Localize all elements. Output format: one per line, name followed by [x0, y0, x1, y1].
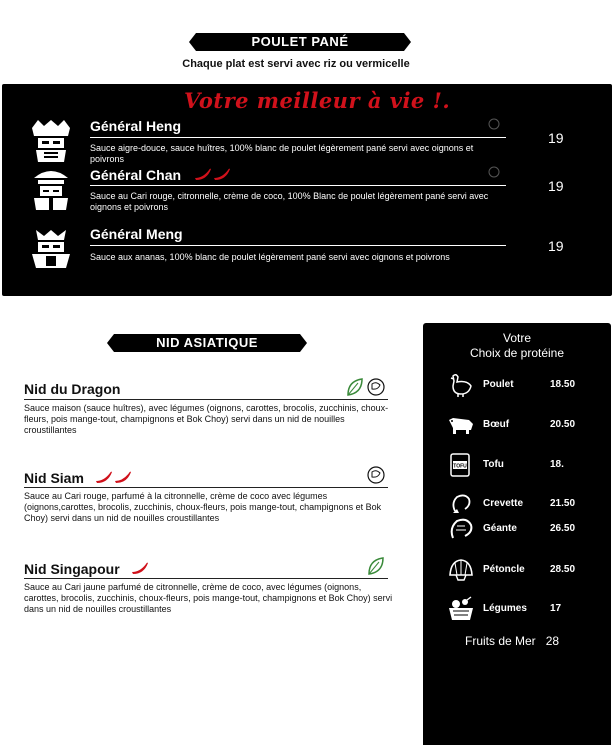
dish-name [90, 166, 233, 183]
dish-price: 19 [548, 178, 564, 194]
item-description: Sauce au Cari jaune parfumé de citronnelle, crème de coco, avec légumes (oignons, carottes, brocolis, zucchinis, choux-fleurs, pois mange-tout, champignons et Bok Choy) servi dans un nid de nouilles croustillantes [24, 582, 393, 614]
protein-row-petoncle [423, 557, 611, 585]
protein-name: Pétoncle [483, 564, 525, 575]
protein-title-line2: Choix de protéine [469, 346, 565, 360]
samurai-helmet-icon [28, 118, 74, 164]
item-name-text: Nid Singapour [24, 561, 120, 577]
dish-divider [90, 185, 506, 186]
item-description: Sauce maison (sauce huîtres), avec légumes (oignons, carottes, brocolis, zucchinis, choux-fleurs, pois mange-tout, champignons et Bok Choy) servi dans un nid de nouilles croustillantes [24, 403, 389, 435]
protein-name: Crevette [483, 498, 524, 509]
chili-pepper-icon [193, 166, 233, 182]
nid-asiatique-banner: NID ASIATIQUE [114, 334, 300, 352]
dish-divider [90, 137, 506, 138]
protein-row-legumes [423, 596, 611, 624]
dish-description: Sauce aux ananas, 100% blanc de poulet légèrement pané servi avec oignons et poivrons [90, 252, 450, 262]
item-name-text: Nid Siam [24, 470, 84, 486]
cow-icon [447, 412, 475, 438]
dish-price: 19 [548, 238, 564, 254]
protein-title-line1: Votre [502, 331, 532, 345]
warrior-hat-icon [28, 166, 74, 212]
item-name [24, 560, 394, 577]
giant-shrimp-icon [447, 516, 475, 542]
allergen-icon [488, 166, 500, 178]
protein-row-geante [423, 516, 611, 544]
fruits-de-mer-price: 28 [545, 634, 560, 648]
poulet-pane-subtitle: Chaque plat est servi avec riz ou vermicelle [182, 58, 410, 70]
protein-row-boeuf [423, 412, 611, 440]
chili-pepper-icon [130, 560, 152, 576]
protein-choice-panel [423, 323, 611, 745]
protein-price: 20.50 [550, 419, 576, 430]
allergen-icon [488, 118, 500, 130]
protein-name: Légumes [483, 603, 527, 614]
fruits-de-mer-name: Fruits de Mer [465, 634, 536, 648]
mech-warrior-icon [28, 226, 74, 272]
vegetable-basket-icon [447, 596, 475, 622]
protein-row-poulet [423, 372, 611, 400]
svg-text:TOFU: TOFU [453, 463, 467, 470]
item-name [24, 469, 394, 486]
vegetarian-leaf-icon [346, 377, 386, 397]
protein-name: Poulet [483, 379, 514, 390]
item-divider [24, 487, 388, 488]
protein-price: 28.50 [550, 564, 576, 575]
protein-price: 18.50 [550, 379, 576, 390]
protein-name: Géante [483, 523, 517, 534]
fruits-de-mer-row [465, 634, 559, 648]
poulet-pane-banner: POULET PANÉ [196, 33, 404, 51]
nid-singapour-item [24, 560, 394, 614]
protein-row-tofu [423, 452, 611, 480]
shrimp-icon [447, 491, 475, 517]
dish-divider [90, 245, 506, 246]
item-divider [24, 399, 388, 400]
peanut-allergen-icon [366, 465, 386, 485]
chicken-icon [447, 372, 475, 398]
script-tagline: Votre meilleur à vie !. [184, 88, 451, 113]
protein-row-crevette [423, 491, 611, 519]
chili-pepper-icon [94, 469, 134, 485]
dish-description: Sauce au Cari rouge, citronnelle, crème de coco, 100% Blanc de poulet légèrement pané servi avec oignons et poivrons [90, 191, 489, 212]
protein-name: Bœuf [483, 419, 510, 430]
item-name: Nid du Dragon [24, 381, 121, 397]
protein-price: 21.50 [550, 498, 576, 509]
nid-siam-item [24, 469, 394, 523]
dish-name-text: Général Chan [90, 167, 182, 183]
tofu-icon [447, 452, 475, 478]
protein-panel-title [423, 331, 611, 361]
scallop-icon [447, 557, 475, 583]
dish-price: 19 [548, 130, 564, 146]
dish-name: Général Meng [90, 226, 183, 242]
protein-price: 26.50 [550, 523, 576, 534]
dish-description: Sauce aigre-douce, sauce huîtres, 100% blanc de poulet légèrement pané servi avec oignons et poivrons [90, 143, 474, 164]
item-divider [24, 578, 388, 579]
poulet-pane-panel [2, 84, 612, 296]
dish-name: Général Heng [90, 118, 182, 134]
protein-price: 17 [550, 603, 562, 614]
protein-price: 18. [550, 459, 564, 470]
item-description: Sauce au Cari rouge, parfumé à la citronnelle, crème de coco avec légumes (oignons,carottes, brocolis, zucchinis, choux-fleurs, pois mange-tout, champignons et Bok Choy) servi dans un nid de nouilles croustillantes [24, 491, 382, 523]
nid-du-dragon-item [24, 381, 394, 435]
vegetarian-leaf-icon [366, 556, 386, 576]
protein-name: Tofu [483, 459, 504, 470]
